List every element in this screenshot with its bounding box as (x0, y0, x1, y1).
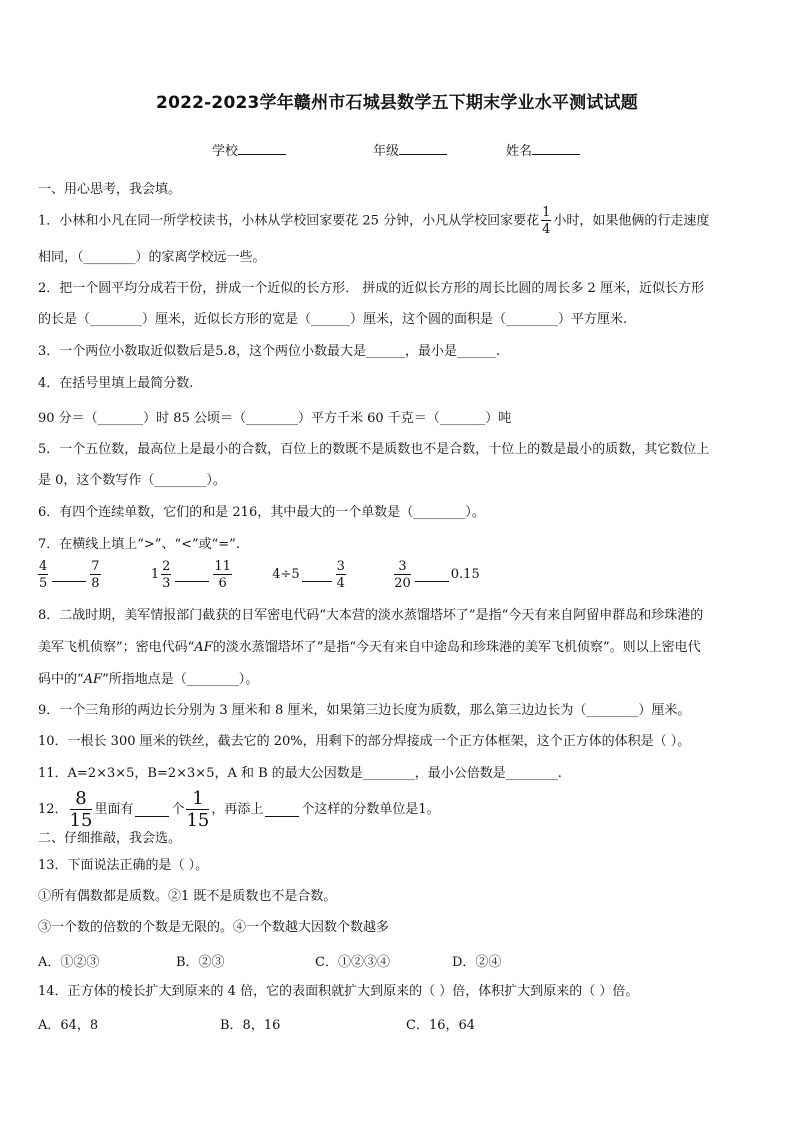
q10: 10．一根长 300 厘米的铁丝，截去它的 20%，用剩下的部分焊接成一个正方体框架，这个正方体的体积是（ ）。 (38, 734, 691, 749)
q1-text-a: 1．小林和小凡在同一所学校读书，小林从学校回家要花 25 分钟，小凡从学校回家要花 (38, 213, 540, 229)
q12-frac-1-num: 8 (70, 790, 93, 810)
q7-frac-2-den: 8 (91, 576, 100, 591)
name-label: 姓名 (506, 144, 533, 159)
q7-frac-4-num: 11 (214, 559, 231, 574)
q7-frac-2-num: 7 (91, 559, 100, 574)
school-field (212, 140, 286, 159)
q13-option-a[interactable]: A．①②③ (38, 955, 100, 970)
q8-code-2: AF (83, 672, 103, 687)
q13-option-b[interactable]: B．②③ (176, 955, 225, 970)
name-blank[interactable] (532, 142, 580, 155)
q14-option-a[interactable]: A．64，8 (38, 1018, 99, 1033)
q7-row (36, 560, 480, 590)
q8-line1: 8．二战时期，美军情报部门截获的日军密电代码“大本营的淡水蒸馏塔坏了”是指“今天有来自阿留申群岛和珍珠港的 (38, 608, 704, 623)
q7-whole-3: 1 (150, 567, 160, 582)
q13-option-d[interactable]: D．②④ (452, 955, 502, 970)
q7-blank-2[interactable] (175, 569, 209, 582)
q14-option-b[interactable]: B．8，16 (220, 1018, 281, 1033)
q5-line2: 是 0，这个数写作（________）。 (38, 473, 226, 488)
q7-frac-3-den: 3 (162, 576, 171, 591)
q7-frac-5-den: 4 (336, 576, 345, 591)
grade-blank[interactable] (399, 142, 447, 155)
q1-line1 (38, 206, 709, 236)
q4-line2: 90 分＝（_______）时 85 公顷＝（________）平方千米 60 千克＝（_______）吨 (38, 411, 512, 426)
q12-text-1: 里面有 (94, 802, 134, 817)
q12-text-4: 个这样的分数单位是1。 (301, 802, 440, 817)
q1-fraction (541, 206, 551, 236)
q12-frac-2-num: 1 (186, 790, 209, 810)
q1-frac-num: 1 (542, 205, 551, 220)
q7-frac-5-num: 3 (336, 559, 345, 574)
section-2-heading: 二、仔细推敲，我会选。 (38, 831, 182, 846)
q12-blank-1[interactable] (135, 804, 169, 817)
q4-line1: 4．在括号里填上最简分数. (38, 376, 194, 391)
q12-frac-2-den: 15 (186, 810, 210, 831)
q8-line3 (38, 671, 258, 689)
q2-line1: 2．把一个圆平均分成若干份，拼成一个近似的长方形． 拼成的近似长方形的周长比圆的周长多 2 厘米，近似长方形 (38, 281, 704, 296)
grade-label: 年级 (373, 144, 400, 159)
q1-line2: 相同，（________）的家离学校远一些。 (38, 250, 266, 265)
q8-line2 (38, 639, 701, 657)
school-label: 学校 (212, 144, 239, 159)
q8-text-b1: 美军飞机侦察”；密电代码“ (38, 640, 195, 655)
q14-option-c[interactable]: C．16，64 (406, 1018, 476, 1033)
q7-frac-2 (90, 560, 100, 590)
q13-statement-1: ①所有偶数都是质数。②1 既不是质数也不是合数。 (38, 889, 337, 904)
q7-frac-4-den: 6 (218, 576, 227, 591)
q2-line2: 的长是（________）厘米，近似长方形的宽是（______）厘米，这个圆的面积是（________）平方厘米. (38, 312, 628, 327)
q7-expr-5: 4÷5 (272, 567, 300, 582)
q12-text-2: 个 (171, 802, 185, 817)
q7-blank-4[interactable] (415, 569, 449, 582)
q7-value-6: 0.15 (450, 567, 480, 582)
q7-frac-4 (213, 560, 232, 590)
q12-num: 12． (38, 802, 68, 817)
q9: 9．一个三角形的两边长分别为 3 厘米和 8 厘米，如果第三边长度为质数，那么第三边边长为（________）厘米。 (38, 703, 691, 718)
q13-statement-2: ③一个数的倍数的个数是无限的。④一个数越大因数个数越多 (38, 920, 390, 935)
q12-frac-2 (186, 790, 209, 830)
q13-stem: 13．下面说法正确的是（ ）。 (38, 858, 209, 873)
q5-line1: 5．一个五位数，最高位上是最小的合数，百位上的数既不是质数也不是合数，十位上的数是最小的质数，其它数位上 (38, 442, 710, 457)
q12 (38, 790, 440, 830)
q7-blank-3[interactable] (302, 569, 332, 582)
q7-frac-6-num: 3 (394, 560, 411, 575)
q8-text-c2: ”所指地点是（________）。 (102, 672, 259, 687)
grade-field (373, 140, 447, 159)
q1-text-b: 小时，如果他俩的行走速度 (553, 213, 710, 229)
q1-frac-den: 4 (542, 222, 551, 237)
q12-blank-2[interactable] (265, 804, 299, 817)
q7-frac-3-num: 2 (162, 559, 171, 574)
q6: 6．有四个连续单数，它们的和是 216，其中最大的一个单数是（________）。 (38, 505, 485, 520)
q7-frac-5 (336, 560, 346, 590)
q12-text-3: ，再添上 (211, 802, 264, 817)
q3: 3．一个两位小数取近似数后是5.8，这个两位小数最大是______，最小是______. (38, 344, 501, 359)
q11: 11．A=2×3×5，B=2×3×5，A 和 B 的最大公因数是________，最小公倍数是________. (38, 766, 562, 781)
q8-text-c1: 码中的“ (38, 672, 84, 687)
q7-frac-6 (394, 560, 411, 590)
q12-frac-1-den: 15 (69, 810, 93, 831)
q7-frac-1-num: 4 (39, 559, 48, 574)
q7-heading: 7．在横线上填上“>”、“<”或“=”. (38, 537, 240, 552)
q12-frac-1 (70, 790, 93, 830)
q7-frac-6-den: 20 (394, 576, 411, 591)
q7-blank-1[interactable] (52, 569, 86, 582)
name-field (506, 140, 580, 159)
page-title: 2022-2023学年赣州市石城县数学五下期末学业水平测试试题 (156, 93, 638, 113)
q7-frac-3 (161, 560, 171, 590)
q14-stem: 14．正方体的棱长扩大到原来的 4 倍，它的表面积就扩大到原来的（ ）倍，体积扩大到原来的（ ）倍。 (38, 984, 639, 999)
q7-frac-1 (38, 560, 48, 590)
section-1-heading: 一、用心思考，我会填。 (38, 182, 182, 197)
q13-option-c[interactable]: C．①②③④ (315, 955, 390, 970)
q8-code-1: AF (194, 640, 213, 655)
school-blank[interactable] (238, 142, 286, 155)
q8-text-b2: 的淡水蒸馏塔坏了”是指“今天有来自中途岛和珍珠港的美军飞机侦察”。则以上密电代 (212, 640, 701, 655)
q7-frac-1-den: 5 (39, 576, 48, 591)
